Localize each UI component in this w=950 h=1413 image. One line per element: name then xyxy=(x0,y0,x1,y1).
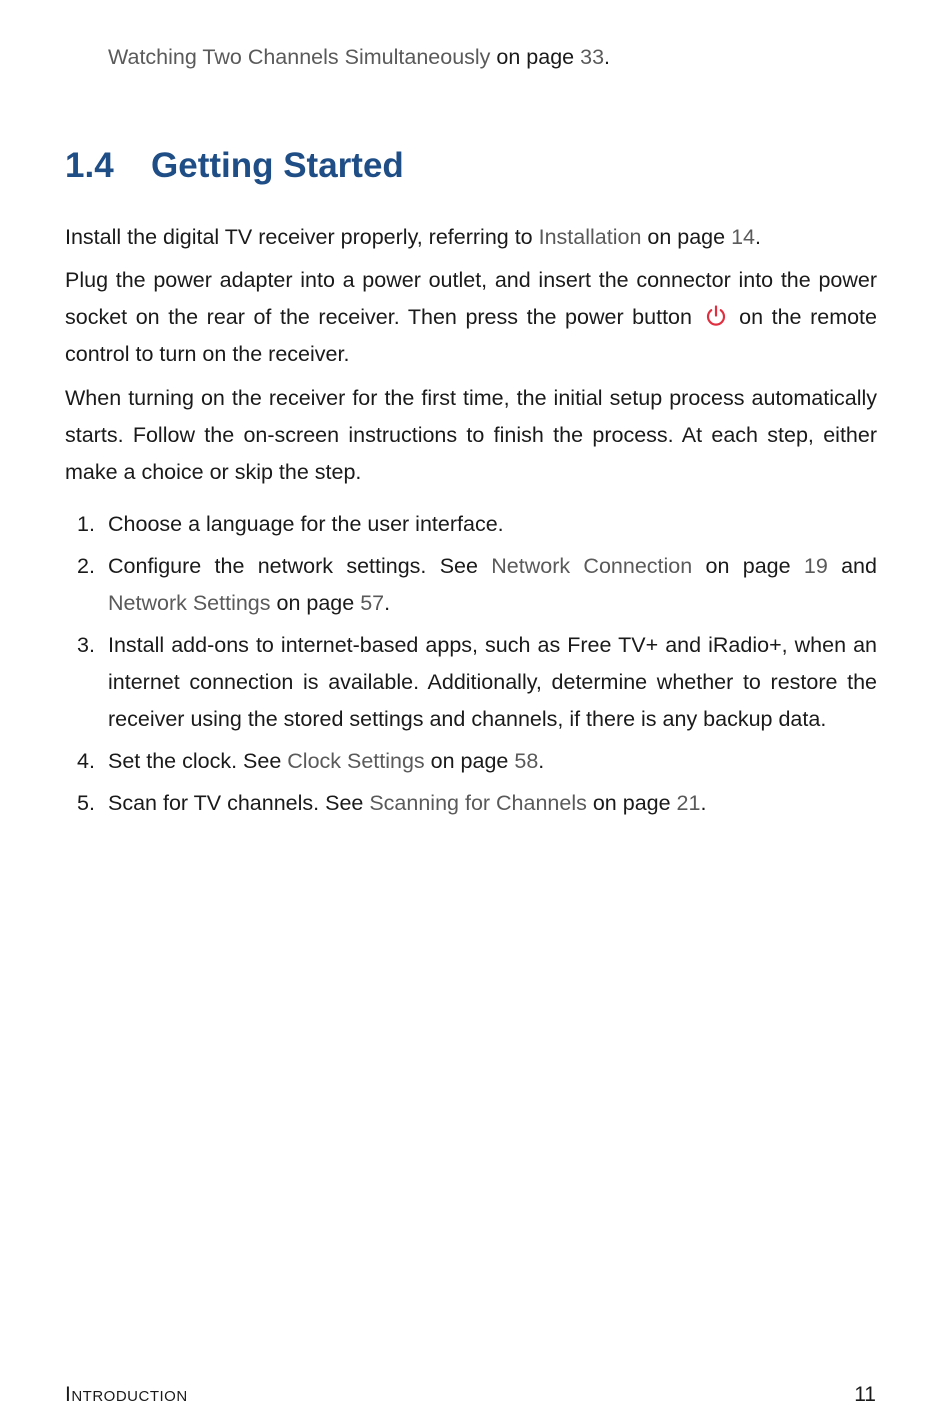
page-ref-19[interactable]: 19 xyxy=(803,554,828,578)
list-item xyxy=(65,785,877,822)
page-ref-14[interactable]: 14 xyxy=(731,225,755,249)
setup-steps-list xyxy=(65,506,877,827)
period: . xyxy=(700,791,707,815)
section-heading xyxy=(65,142,404,190)
step-text: Scan for TV channels. See xyxy=(108,791,370,815)
list-item xyxy=(65,627,877,738)
period: . xyxy=(538,749,545,773)
step-text: Install add-ons to internet-based apps, such as Free TV+ and iRadio+, when an internet connection is available. Additionally, determine whether to restore the receiver using the stored settings and channels, if there is any backup data. xyxy=(108,633,877,731)
link-clock-settings[interactable]: Clock Settings xyxy=(287,749,425,773)
page-ref-58[interactable]: 58 xyxy=(514,749,539,773)
step-text: on page xyxy=(586,791,677,815)
link-installation[interactable]: Installation xyxy=(538,225,642,249)
section-title: Getting Started xyxy=(151,146,404,185)
step-number: 3. xyxy=(77,633,95,657)
section-number: 1.4 xyxy=(65,146,114,185)
step-text: on page xyxy=(692,554,804,578)
continuation-line xyxy=(108,42,610,72)
link-network-connection[interactable]: Network Connection xyxy=(491,554,693,578)
list-item xyxy=(65,743,877,780)
step-number: 1. xyxy=(77,512,95,536)
text-on-page: on page xyxy=(490,45,581,69)
footer-page-number: 11 xyxy=(854,1383,876,1406)
period: . xyxy=(604,45,611,69)
list-item xyxy=(65,506,877,543)
step-text: on page xyxy=(424,749,515,773)
link-network-settings[interactable]: Network Settings xyxy=(108,591,271,615)
paragraph-power xyxy=(65,262,877,373)
step-text: Set the clock. See xyxy=(108,749,288,773)
p1-text: Install the digital TV receiver properly, referring to xyxy=(65,225,539,249)
step-text: and xyxy=(827,554,877,578)
p1-on-page: on page xyxy=(641,225,732,249)
list-item xyxy=(65,548,877,622)
link-scanning-for-channels[interactable]: Scanning for Channels xyxy=(369,791,587,815)
step-text: on page xyxy=(270,591,361,615)
p2-text-b: on the remote control to turn on the receiver. xyxy=(65,305,877,366)
paragraph-initial-setup: When turning on the receiver for the first time, the initial setup process automatically starts. Follow the on-screen instructions to finish the process. At each step, either make a choice or skip the step. xyxy=(65,386,877,484)
step-number: 5. xyxy=(77,791,95,815)
page-ref-21[interactable]: 21 xyxy=(676,791,701,815)
p2-text-a: Plug the power adapter into a power outlet, and insert the connector into the power socket on the rear of the receiver. Then press the power button xyxy=(65,268,877,329)
step-text: Choose a language for the user interface. xyxy=(108,512,504,536)
period: . xyxy=(384,591,391,615)
link-watching-two-channels[interactable]: Watching Two Channels Simultaneously xyxy=(108,45,491,69)
footer-chapter-title: Introduction xyxy=(65,1383,188,1406)
step-number: 4. xyxy=(77,749,95,773)
page-ref-57[interactable]: 57 xyxy=(360,591,385,615)
step-text: Configure the network settings. See xyxy=(108,554,492,578)
step-number: 2. xyxy=(77,554,95,578)
paragraph-install xyxy=(65,219,877,256)
power-icon xyxy=(705,302,727,324)
page-ref-33[interactable]: 33 xyxy=(580,45,605,69)
period: . xyxy=(755,225,761,249)
